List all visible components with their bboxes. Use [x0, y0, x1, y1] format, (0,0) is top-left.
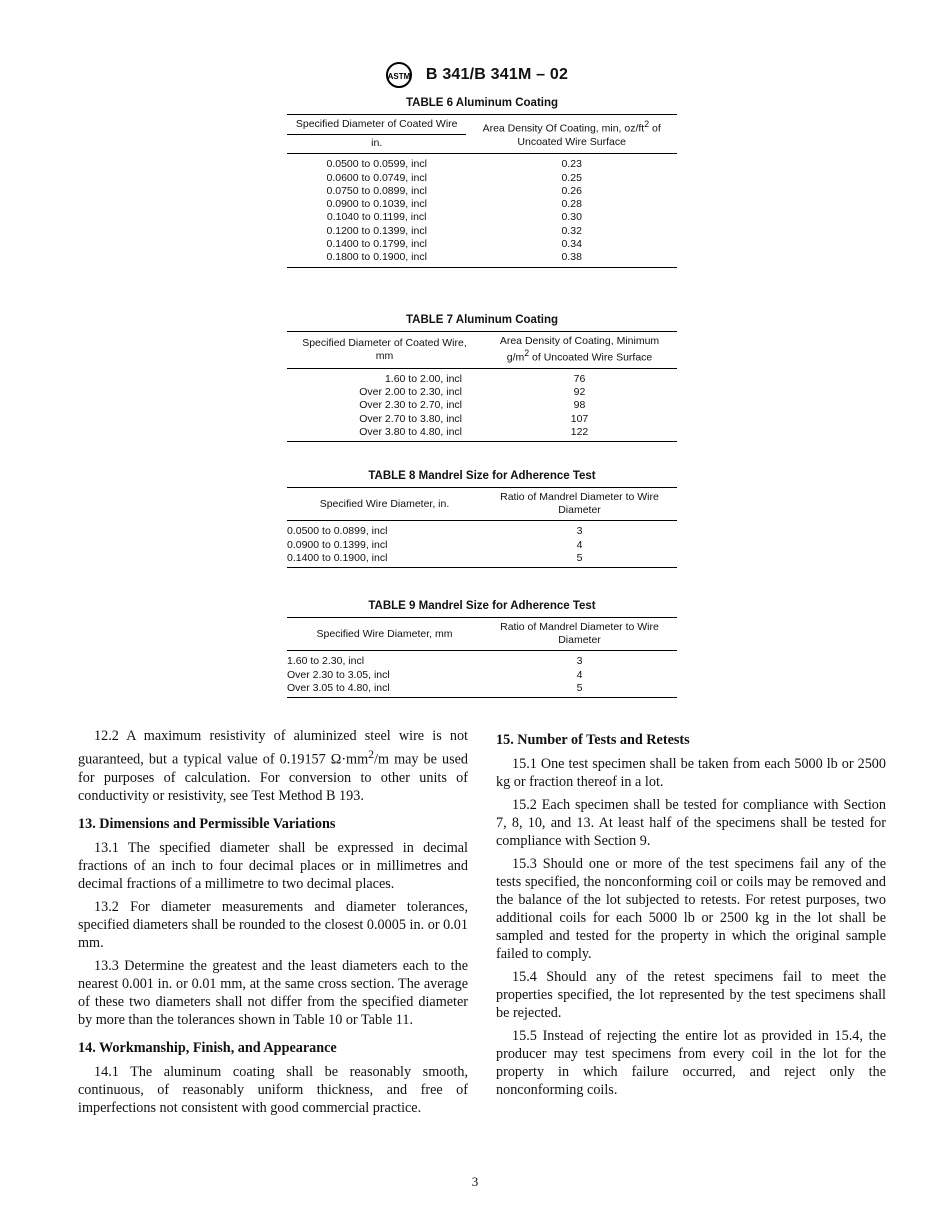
table-row: Over 3.80 to 4.80, incl 122	[359, 425, 589, 438]
paragraph-15-1: 15.1 One test specimen shall be taken from each 5000 lb or 2500 kg or fraction thereof in a lot.	[496, 756, 886, 790]
table-row: 0.1400 to 0.1900, incl 5	[287, 551, 583, 564]
right-column	[496, 727, 886, 1104]
table-row: 0.0500 to 0.0899, incl 3	[287, 525, 583, 538]
page-number: 3	[471, 1174, 479, 1189]
table-row: 0.1800 to 0.1900, incl 0.38	[326, 251, 582, 264]
table-row: 0.1400 to 0.1799, incl 0.34	[326, 238, 582, 251]
table-row: 0.0600 to 0.0749, incl 0.25	[326, 171, 582, 184]
table-7-col1-header: Specified Diameter of Coated Wire, mm	[287, 332, 482, 369]
table-row: 0.1200 to 0.1399, incl 0.32	[326, 224, 582, 237]
table-6-caption: TABLE 6 Aluminum Coating	[405, 97, 559, 109]
table-6-col2-header: Area Density Of Coating, min, $oz/ft^2$ of Uncoated Wire Surface	[466, 115, 677, 154]
table-9-col1-header: Specified Wire Diameter, mm	[287, 618, 482, 651]
table-9	[287, 600, 677, 698]
page-header	[0, 60, 950, 90]
document-title: B 341/B 341M – 02	[425, 66, 569, 83]
table-row: 0.0500 to 0.0599, incl 0.23	[326, 158, 582, 171]
paragraph-12-2: 12.2 A maximum resistivity of aluminized steel wire is not guaranteed, but a typical value of 0.19157 $\Omega\cdot mm^2/m$ may be used for purposes of calculation. For conversion to other units of conductivity or resistivity, see Test Method B 193.	[78, 728, 468, 804]
paragraph-15-5: 15.5 Instead of rejecting the entire lot as provided in 15.4, the producer may test specimens from every coil in the lot for the property in which failure occurred, and reject only the nonconforming coils.	[496, 1028, 886, 1098]
paragraph-15-3: 15.3 Should one or more of the test specimens fail any of the tests specified, the nonconforming coil or coils may be removed and the balance of the lot subjected to retests. For retest purposes, two additional coils for each 5000 lb or 2500 kg in the lot shall be sampled and tested for the property in which the original sample failed to comply.	[496, 856, 886, 962]
table-9-col2-header: Ratio of Mandrel Diameter to Wire Diameter	[482, 618, 677, 651]
table-row: Over 2.30 to 2.70, incl 98	[359, 399, 586, 412]
table-row: 0.0750 to 0.0899, incl 0.26	[326, 184, 582, 197]
table-row: 1.60 to 2.30, incl 3	[287, 655, 583, 668]
table-row: 0.1040 to 0.1199, incl 0.30	[326, 211, 582, 224]
table-8	[287, 470, 677, 568]
paragraph-14-1: 14.1 The aluminum coating shall be reasonably smooth, continuous, of reasonably uniform thickness, and free of imperfections not consistent with good commercial practice.	[78, 1063, 468, 1116]
table-row: 0.0900 to 0.1039, incl 0.28	[326, 198, 582, 211]
table-8-col1-header: Specified Wire Diameter, in.	[287, 488, 482, 521]
paragraph-13-2: 13.2 For diameter measurements and diameter tolerances, specified diameters shall be rounded to the closest 0.0005 in. or 0.01 mm.	[78, 898, 468, 951]
svg-text:ASTM: ASTM	[387, 72, 411, 81]
table-6-col1-header: Specified Diameter of Coated Wire	[295, 118, 458, 130]
left-column	[78, 727, 468, 1122]
table-6	[287, 97, 677, 268]
paragraph-15-2: 15.2 Each specimen shall be tested for compliance with Section 7, 8, 10, and 13. At least half of the specimens shall be tested for compliance with Section 9.	[496, 797, 886, 849]
table-7-caption: TABLE 7 Aluminum Coating	[405, 314, 559, 326]
table-8-caption: TABLE 8 Mandrel Size for Adherence Test	[368, 470, 596, 482]
section-15-heading: 15. Number of Tests and Retests	[496, 732, 690, 748]
table-7-col2-header: Area Density of Coating, Minimum $g/m^2$ of Uncoated Wire Surface	[482, 332, 677, 369]
section-13-heading: 13. Dimensions and Permissible Variations	[78, 815, 336, 832]
astm-logo	[382, 60, 418, 90]
table-8-col2-header: Ratio of Mandrel Diameter to Wire Diameter	[482, 488, 677, 521]
table-7	[287, 314, 677, 442]
table-row: Over 2.00 to 2.30, incl 92	[359, 386, 586, 399]
section-14-heading: 14. Workmanship, Finish, and Appearance	[78, 1039, 337, 1056]
paragraph-15-4: 15.4 Should any of the retest specimens fail to meet the properties specified, the lot represented by the test specimens shall be rejected.	[496, 969, 886, 1021]
table-row: 1.60 to 2.00, incl 76	[384, 372, 586, 385]
table-row: Over 2.70 to 3.80, incl 107	[359, 412, 589, 425]
paragraph-13-1: 13.1 The specified diameter shall be expressed in decimal fractions of an inch to four decimal places or in millimetres and decimal fractions of a millimetre to two decimal places.	[78, 839, 468, 892]
paragraph-13-3: 13.3 Determine the greatest and the least diameters each to the nearest 0.001 in. or 0.01 mm, at the same cross section. The average of these two diameters shall not differ from the specified diameter by more than the tolerances shown in Table 10 or Table 11.	[78, 957, 468, 1028]
table-row: 0.0900 to 0.1399, incl 4	[287, 538, 583, 551]
table-row: Over 2.30 to 3.05, incl 4	[287, 668, 583, 681]
table-row: Over 3.05 to 4.80, incl 5	[287, 681, 583, 694]
table-9-caption: TABLE 9 Mandrel Size for Adherence Test	[368, 600, 596, 612]
table-6-col1-unit: in.	[287, 135, 466, 154]
